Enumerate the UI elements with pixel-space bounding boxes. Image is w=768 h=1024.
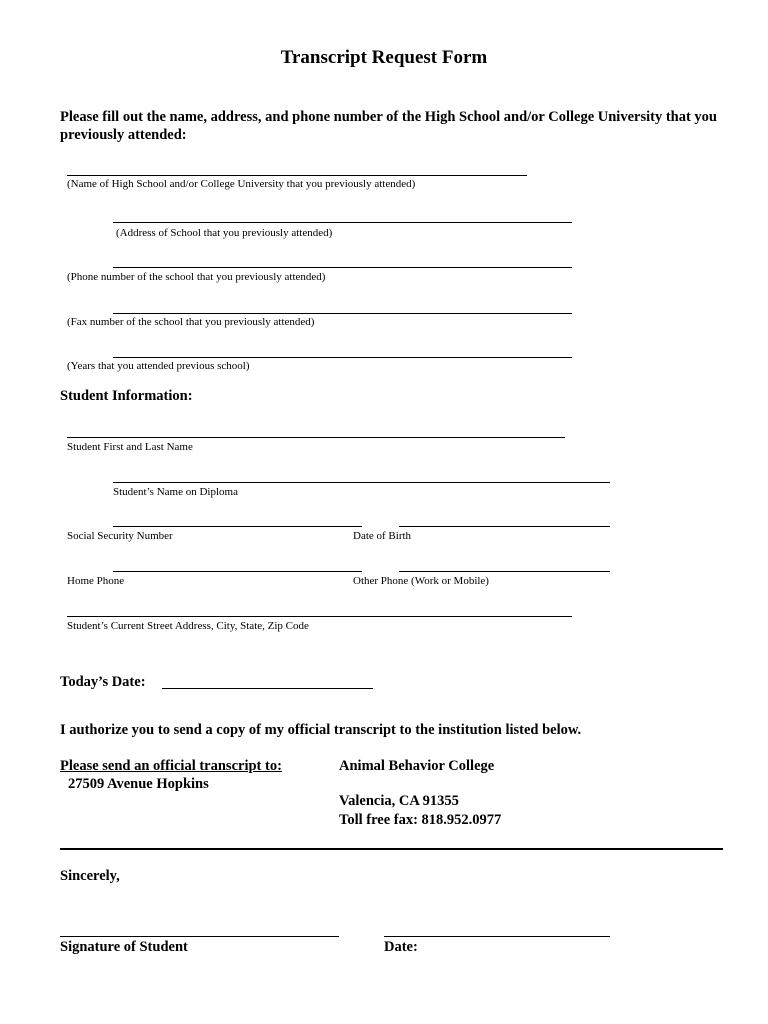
signature-date-label: Date: — [384, 939, 418, 955]
student-address-line[interactable] — [67, 616, 572, 617]
school-name-line[interactable] — [67, 175, 527, 176]
school-years-caption: (Years that you attended previous school) — [67, 360, 250, 372]
institution-fax: Toll free fax: 818.952.0977 — [339, 812, 502, 828]
home-phone-caption: Home Phone — [67, 575, 125, 587]
dob-caption: Date of Birth — [353, 530, 412, 542]
home-phone-line[interactable] — [113, 571, 362, 572]
school-name-caption: (Name of High School and/or College University that you previously attended) — [67, 178, 416, 190]
student-info-heading: Student Information: — [60, 388, 193, 404]
dob-line[interactable] — [399, 526, 610, 527]
signature-date-line[interactable] — [384, 936, 610, 937]
institution-city-state-zip: Valencia, CA 91355 — [339, 793, 459, 809]
form-title: Transcript Request Form — [280, 47, 488, 68]
diploma-name-caption: Student’s Name on Diploma — [113, 486, 238, 498]
student-name-caption: Student First and Last Name — [67, 441, 193, 453]
signature-label: Signature of Student — [60, 939, 188, 955]
student-name-line[interactable] — [67, 437, 565, 438]
ssn-caption: Social Security Number — [67, 530, 173, 542]
todays-date-label: Today’s Date: — [60, 674, 146, 690]
other-phone-line[interactable] — [399, 571, 610, 572]
school-fax-line[interactable] — [113, 313, 572, 314]
signature-line[interactable] — [60, 936, 339, 937]
intro-text: Please fill out the name, address, and phone number of the High School and/or College University that you previously attended: — [60, 109, 717, 143]
sincerely-text: Sincerely, — [60, 868, 120, 884]
send-to-label: Please send an official transcript to: — [60, 758, 282, 774]
ssn-line[interactable] — [113, 526, 362, 527]
section-divider — [60, 848, 723, 850]
school-address-caption: (Address of School that you previously attended) — [116, 227, 333, 239]
school-address-line[interactable] — [113, 222, 572, 223]
authorize-text: I authorize you to send a copy of my official transcript to the institution listed below. — [60, 722, 582, 738]
student-address-caption: Student’s Current Street Address, City, State, Zip Code — [67, 620, 309, 632]
school-phone-line[interactable] — [113, 267, 572, 268]
other-phone-caption: Other Phone (Work or Mobile) — [353, 575, 489, 587]
send-to-street: 27509 Avenue Hopkins — [68, 776, 209, 792]
todays-date-line[interactable] — [162, 688, 373, 689]
school-phone-caption: (Phone number of the school that you previously attended) — [67, 271, 326, 283]
diploma-name-line[interactable] — [113, 482, 610, 483]
institution-name: Animal Behavior College — [339, 758, 495, 774]
school-years-line[interactable] — [113, 357, 572, 358]
school-fax-caption: (Fax number of the school that you previously attended) — [67, 316, 315, 328]
